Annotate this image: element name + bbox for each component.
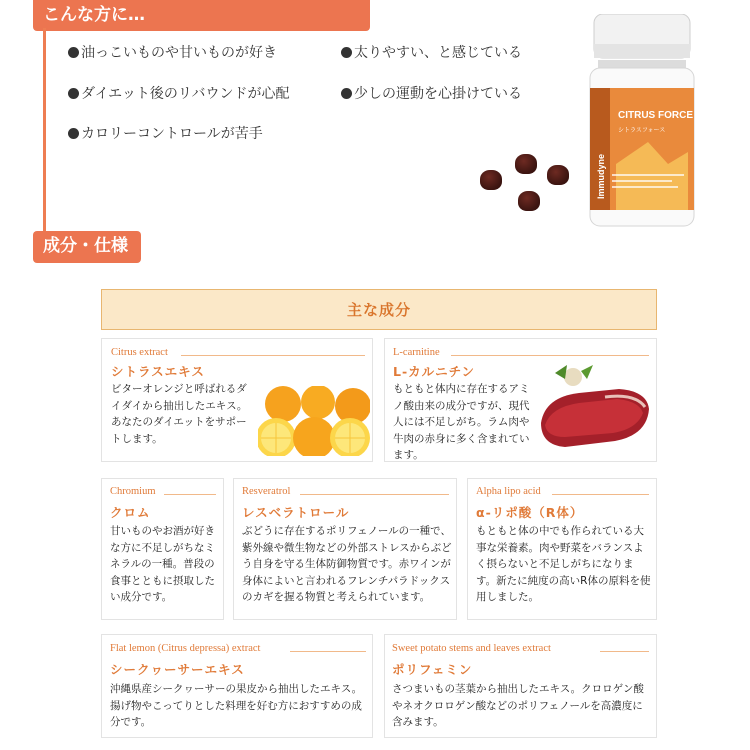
ingredient-desc: 甘いものやお酒が好きな方に不足しがちなミネラルの一種。普段の食事とともに摂取したい成分です。 [110, 525, 215, 603]
section-header-specs: 成分・仕様 [33, 231, 141, 263]
ingredient-desc: もともと体内に存在するアミノ酸由来の成分ですが、現代人には不足しがち。ラム肉や牛肉の赤身に多く含まれています。 [393, 383, 530, 461]
tablet-image [480, 170, 502, 190]
divider [300, 494, 449, 495]
ingredient-jp-name: レスベラトロール [242, 505, 350, 520]
ingredient-en-name: L-carnitine [393, 347, 440, 358]
divider [181, 355, 365, 356]
ingredient-en-name: Sweet potato stems and leaves extract [392, 643, 551, 654]
ingredient-en-name: Flat lemon (Citrus depressa) extract [110, 643, 261, 654]
bullet-item: ダイエット後のリバウンドが心配 [68, 83, 289, 103]
bottle-maker-text: Immudyne [596, 153, 606, 199]
bottle-sub-text: シトラスフォース [618, 127, 666, 134]
meat-image [535, 363, 653, 455]
ingredient-en-name: Resveratrol [242, 486, 291, 497]
ingredient-desc: 沖縄県産シークヮーサーの果皮から抽出したエキス。揚げ物やこってりとした料理を好む方におすすめの成分です。 [110, 683, 363, 728]
product-bottle-image [588, 14, 696, 228]
timeline-line [43, 28, 46, 234]
bullet-item: 太りやすい、と感じている [341, 42, 522, 62]
section-header-target: こんな方に… [33, 0, 370, 31]
divider [600, 651, 649, 652]
tablet-image [515, 154, 537, 174]
tablet-image [547, 165, 569, 185]
bullet-dot-icon [341, 47, 352, 58]
bullet-dot-icon [341, 88, 352, 99]
tablet-image [518, 191, 540, 211]
ingredient-desc: ビターオレンジと呼ばれるダイダイから抽出したエキス。あなたのダイエットをサポートします。 [111, 383, 248, 445]
bullet-dot-icon [68, 88, 79, 99]
bottle-brand-text: CITRUS FORCE [618, 110, 693, 121]
ingredient-jp-name: α-リポ酸（R体） [476, 505, 584, 520]
ingredient-desc: もともと体の中でも作られている大事な栄養素。肉や野菜をバランスよく摂らないと不足しがちになります。新たに純度の高いR体の原料を使用しました。 [476, 525, 651, 603]
bullet-item: カロリーコントロールが苦手 [68, 123, 263, 143]
divider [290, 651, 366, 652]
orange-image [258, 386, 370, 456]
divider [164, 494, 216, 495]
ingredient-jp-name: クロム [110, 505, 151, 520]
ingredient-desc: ぶどうに存在するポリフェノールの一種で、紫外線や微生物などの外部ストレスからぶどう自身を守る生体防御物質です。赤ワインが身体によいと言われるフレンチパラドックスのカギを握る物質と考えられています。 [242, 525, 452, 603]
ingredient-jp-name: L-カルニチン [393, 364, 476, 379]
bullet-item: 少しの運動を心掛けている [341, 83, 522, 103]
ingredient-jp-name: ポリフェミン [392, 662, 473, 677]
ingredient-en-name: Chromium [110, 486, 156, 497]
divider [451, 355, 649, 356]
ingredient-jp-name: シトラスエキス [111, 364, 205, 379]
bullet-dot-icon [68, 128, 79, 139]
ingredient-jp-name: シークヮーサーエキス [110, 662, 245, 677]
ingredient-desc: さつまいもの茎葉から抽出したエキス。クロロゲン酸やネオクロロゲン酸などのポリフェノールを高濃度に含みます。 [392, 683, 644, 728]
ingredient-en-name: Alpha lipo acid [476, 486, 541, 497]
ingredients-title: 主な成分 [101, 289, 657, 330]
bullet-item: 油っこいものや甘いものが好き [68, 42, 277, 62]
divider [552, 494, 649, 495]
bullet-dot-icon [68, 47, 79, 58]
ingredient-en-name: Citrus extract [111, 347, 168, 358]
